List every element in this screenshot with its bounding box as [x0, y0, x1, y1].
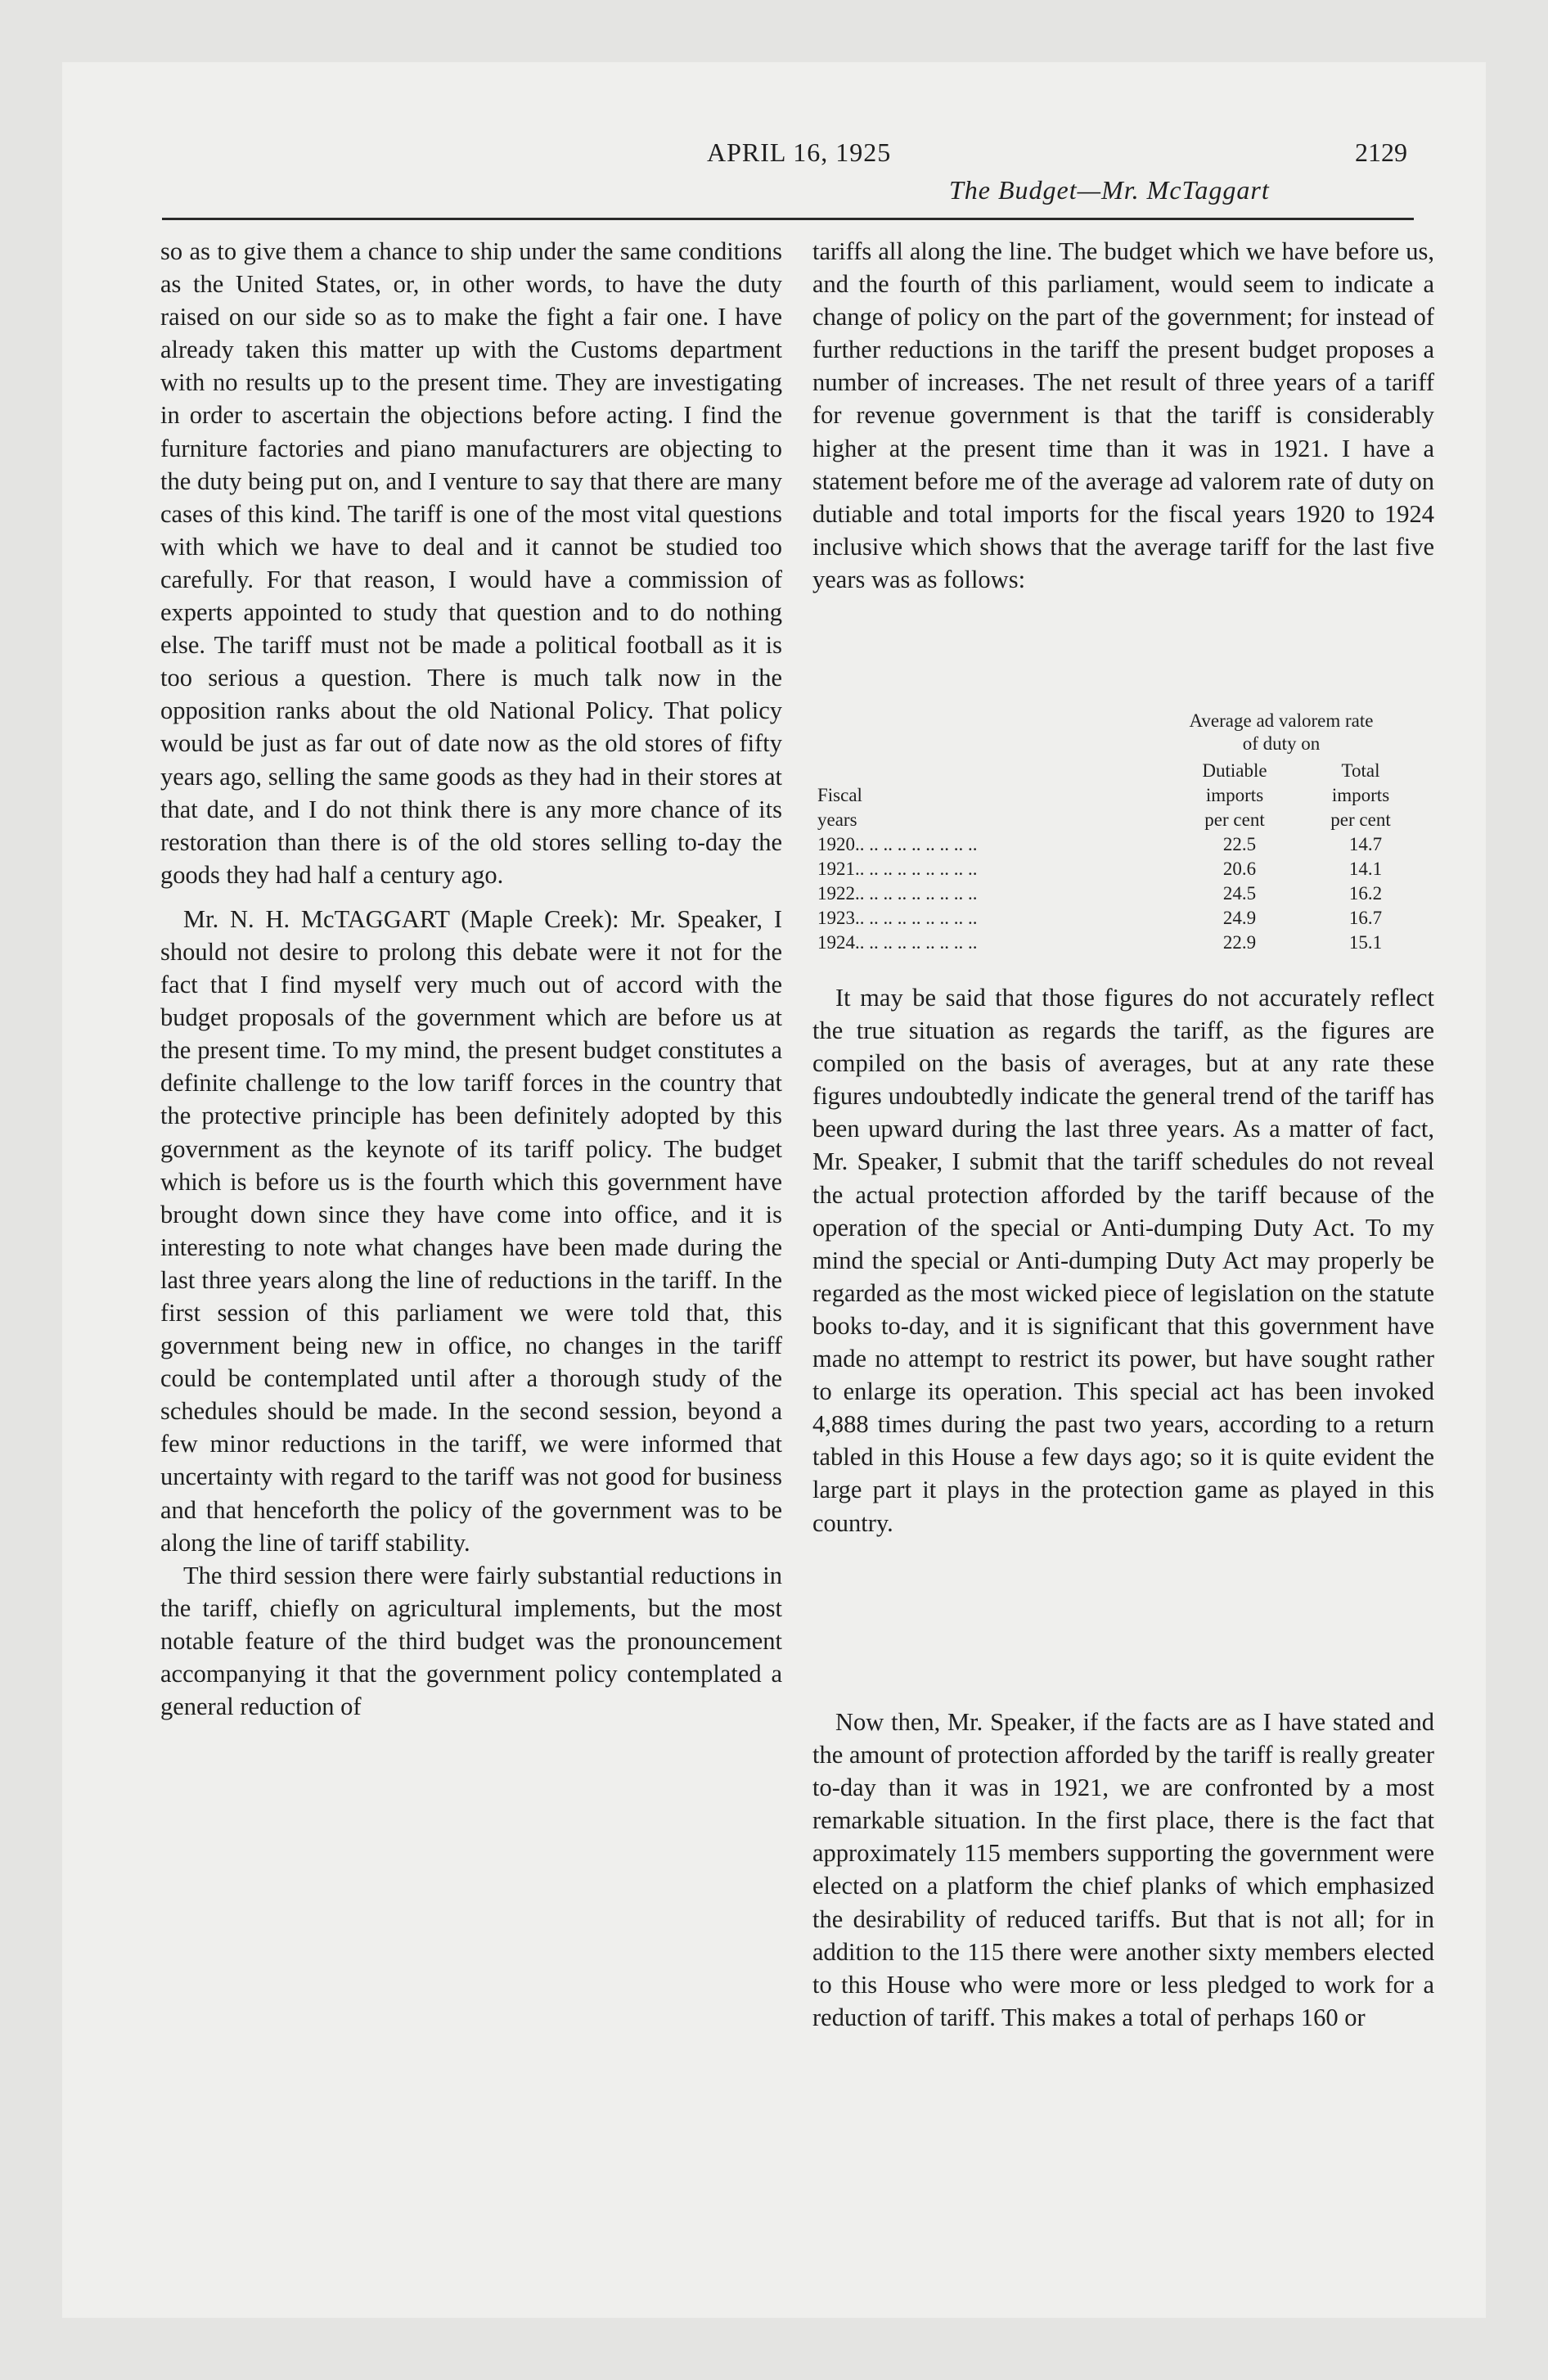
paragraph: so as to give them a chance to ship under the same conditions as the United States, or, in other words, to have the duty raised on our side so as to make the fight a fair one. I have already taken this matter up with the Customs department with no results up to the present time. They are investigating in order to ascertain the objections before acting. I find the furniture factories and piano manufacturers are objecting to the duty being put on, and I venture to say that there are many cases of this kind. The tariff is one of the most vital questions with which we have to deal and it cannot be studied too carefully. For that reason, I would have a commission of experts appointed to study that question and to do nothing else. The tariff must not be made a political football as it is too serious a question. There is much talk now in the opposition ranks about the old National Policy. That policy would be just as far out of date now as the old stores of fifty years ago, selling the same goods as they had in their stores at that date, and I do not think there is any more chance of its restoration than there is of the old stores selling to-day the goods they had half a century ago.	[160, 237, 782, 889]
table-caption-line: of duty on	[1242, 733, 1321, 754]
column-header-dutiable	[1177, 759, 1292, 832]
cell-dutiable: 20.6	[1222, 859, 1257, 879]
left-column	[160, 235, 782, 1723]
paragraph: It may be said that those figures do not accurately reflect the true situation as regards the tariff, as the figures are compiled on the basis of averages, but at any rate these figures undoubtedly indicate the general trend of the tariff has been upward during the last three years. As a matter of fact, Mr. Speaker, I submit that the tariff schedules do not reveal the actual protection afforded by the tariff because of the operation of the special or Anti-dumping Duty Act. To my mind the special or Anti-dumping Duty Act may properly be regarded as the most wicked piece of legislation on the statute books to-day, and it is significant that this government have made no attempt to restrict its power, but have sought rather to enlarge its operation. This special act has been invoked 4,888 times during the past two years, according to a return tabled in this House a few days ago; so it is quite evident the large part it plays in the protection game as played in this country.	[812, 984, 1434, 1537]
cell-dutiable: 24.9	[1222, 908, 1257, 928]
header-line: imports	[1205, 785, 1264, 805]
column-header-fiscal-years	[817, 783, 862, 832]
running-head-date: APRIL 16, 1925	[707, 137, 892, 167]
header-line: per cent	[1330, 809, 1391, 830]
header-line: per cent	[1204, 809, 1265, 830]
table-row	[817, 832, 1423, 857]
header-line: Total	[1341, 760, 1380, 781]
cell-total: 15.1	[1348, 932, 1383, 953]
cell-year: 1921.. .. .. .. .. .. .. .. ..	[817, 859, 978, 879]
cell-total: 14.1	[1348, 859, 1383, 879]
cell-dutiable: 24.5	[1222, 883, 1257, 904]
table-row	[817, 857, 1423, 881]
column-header-total	[1303, 759, 1418, 832]
header-rule	[162, 218, 1414, 220]
header-line: Fiscal	[817, 785, 862, 805]
right-column	[812, 235, 1434, 2031]
paragraph: tariffs all along the line. The budget which we have before us, and the fourth of this parliament, would seem to indicate a change of policy on the part of the government; for instead of further reductions in the tariff the present budget proposes a number of increases. The net result of three years of a tariff for revenue government is that the tariff is considerably higher at the present time than it was in 1921. I have a statement before me of the average ad valorem rate of duty on dutiable and total imports for the fiscal years 1920 to 1924 inclusive which shows that the average tariff for the last five years was as follows:	[812, 237, 1434, 593]
table-caption	[1128, 710, 1434, 755]
cell-total: 16.7	[1348, 908, 1383, 928]
table-caption-line: Average ad valorem rate	[1189, 710, 1374, 731]
cell-year: 1922.. .. .. .. .. .. .. .. ..	[817, 883, 978, 904]
table-row	[817, 906, 1423, 931]
paragraph: The third session there were fairly substantial reductions in the tariff, chiefly on agricultural implements, but the most notable feature of the third budget was the pronouncement accompanying it that the government policy contemplated a general reduction of	[160, 1561, 782, 1721]
cell-dutiable: 22.9	[1222, 932, 1257, 953]
header-line: years	[817, 809, 857, 830]
table-row	[817, 881, 1423, 906]
page-number: 2129	[1355, 137, 1407, 167]
cell-total: 14.7	[1348, 834, 1383, 854]
cell-dutiable: 22.5	[1222, 834, 1257, 854]
cell-year: 1920.. .. .. .. .. .. .. .. ..	[817, 834, 978, 854]
cell-year: 1924.. .. .. .. .. .. .. .. ..	[817, 932, 978, 953]
speaker-heading: The Budget—Mr. McTaggart	[949, 175, 1270, 205]
duty-rate-table	[812, 710, 1434, 955]
paragraph: Now then, Mr. Speaker, if the facts are as I have stated and the amount of protection afforded by the tariff is really greater to-day than it was in 1921, we are confronted by a most remarkable situation. In the first place, there is the fact that approximately 115 members supporting the government were elected on a platform the chief planks of which emphasized the desirability of reduced tariffs. But that is not all; for in addition to the 115 there were another sixty members elected to this House who were more or less pledged to work for a reduction of tariff. This makes a total of perhaps 160 or	[812, 1708, 1434, 2031]
paragraph-mctaggart-speech: Mr. N. H. McTAGGART (Maple Creek): Mr. Speaker, I should not desire to prolong this debate were it not for the fact that I find myself very much out of accord with the budget proposals of the government which are before us at the present time. To my mind, the present budget constitutes a definite challenge to the low tariff forces in the country that the protective principle has been definitely adopted by this government as the keynote of its tariff policy. The budget which is before us is the fourth which this government have brought down since they have come into office, and it is interesting to note what changes have been made during the last three years along the line of reductions in the tariff. In the first session of this parliament we were told that, this government being new in office, no changes in the tariff could be contemplated until after a thorough study of the schedules should be made. In the second session, beyond a few minor reductions in the tariff, we were informed that uncertainty with regard to the tariff was not good for business and that henceforth the policy of the government was to be along the line of tariff stability.	[160, 904, 782, 1557]
table-row	[817, 931, 1423, 955]
cell-year: 1923.. .. .. .. .. .. .. .. ..	[817, 908, 978, 928]
cell-total: 16.2	[1348, 883, 1383, 904]
header-line: imports	[1331, 785, 1390, 805]
header-line: Dutiable	[1202, 760, 1267, 781]
